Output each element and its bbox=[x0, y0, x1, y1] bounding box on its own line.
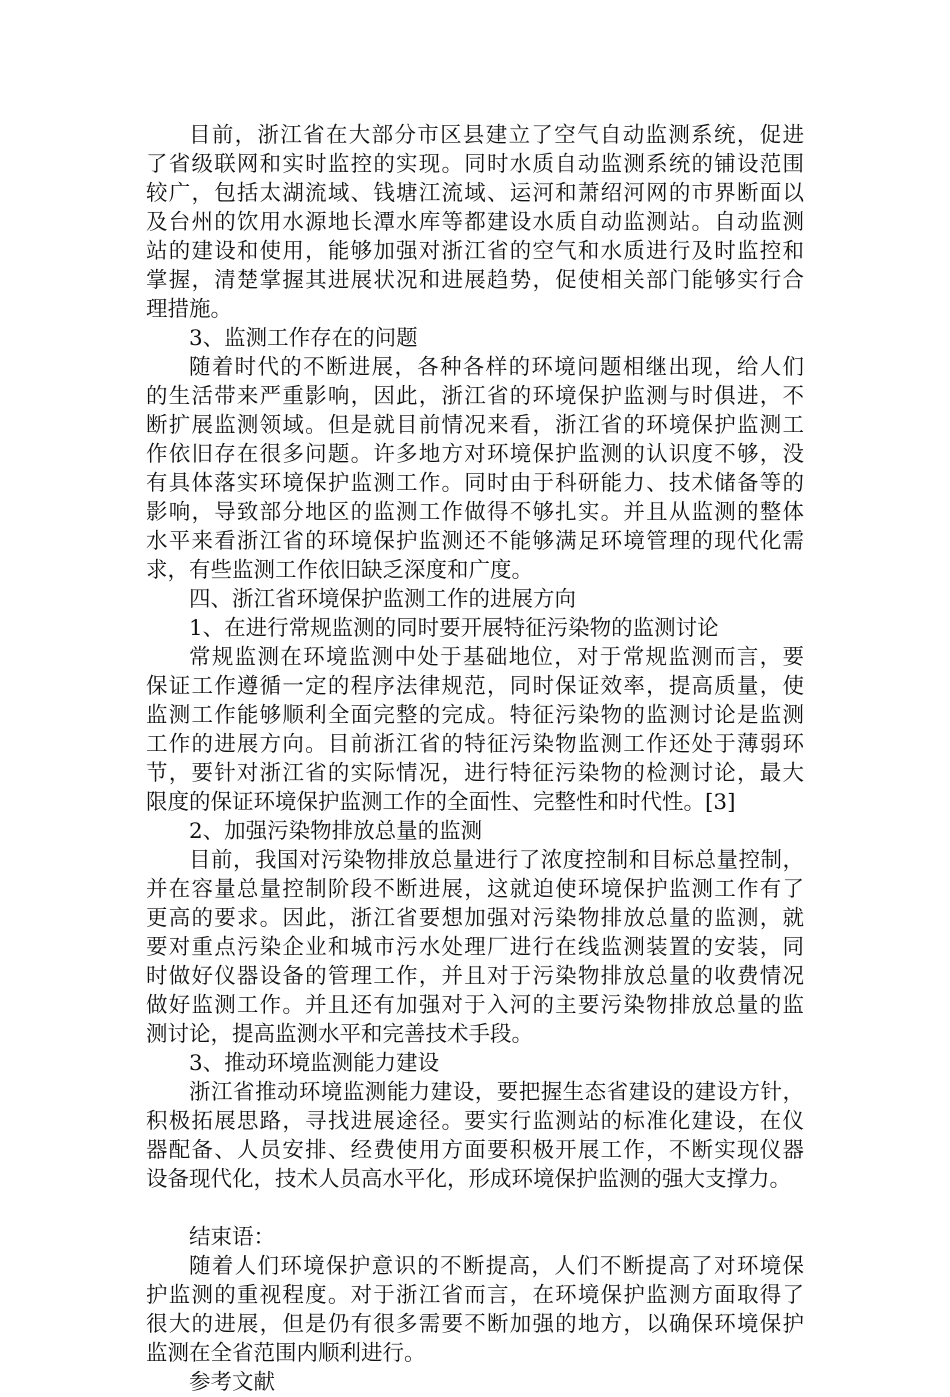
paragraph-emission-total-monitoring bbox=[146, 846, 804, 1049]
subsection-heading: 2、加强污染物排放总量的监测 bbox=[189, 819, 483, 844]
text-line: 断扩展监测领域。但是就目前情况来看，浙江省的环境保护监测工 bbox=[146, 413, 804, 438]
text-line: 限度的保证环境保护监测工作的全面性、完整性和时代性。[3] bbox=[146, 790, 736, 815]
text-line: 要对重点污染企业和城市污水处理厂进行在线监测装置的安装，同 bbox=[146, 935, 804, 960]
paragraph-air-water-monitoring bbox=[146, 121, 804, 324]
text-line: 较广，包括太湖流域、钱塘江流域、运河和萧绍河网的市界断面以 bbox=[146, 181, 804, 206]
text-line: 影响，导致部分地区的监测工作做得不够扎实。并且从监测的整体 bbox=[146, 500, 804, 525]
text-line: 监测在全省范围内顺利进行。 bbox=[146, 1341, 426, 1366]
text-line: 掌握，清楚掌握其进展状况和进展趋势，促使相关部门能够实行合 bbox=[146, 268, 804, 293]
text-line: 了省级联网和实时监控的实现。同时水质自动监测系统的铺设范围 bbox=[146, 152, 804, 177]
text-line: 积极拓展思路，寻找进展途径。要实行监测站的标准化建设，在仪 bbox=[146, 1109, 804, 1134]
section-heading: 3、监测工作存在的问题 bbox=[189, 326, 418, 351]
text-line: 很大的进展，但是仍有很多需要不断加强的地方，以确保环境保护 bbox=[146, 1312, 804, 1337]
text-line: 求，有些监测工作依旧缺乏深度和广度。 bbox=[146, 558, 534, 583]
text-line: 护监测的重视程度。对于浙江省而言，在环境保护监测方面取得了 bbox=[146, 1283, 804, 1308]
text-line: 时做好仪器设备的管理工作，并且对于污染物排放总量的收费情况 bbox=[146, 964, 804, 989]
text-line: 的生活带来严重影响，因此，浙江省的环境保护监测与时俱进，不 bbox=[146, 384, 804, 409]
paragraph-conclusion bbox=[146, 1252, 804, 1368]
text-line: 设备现代化，技术人员高水平化，形成环境保护监测的强大支撑力。 bbox=[146, 1167, 792, 1192]
text-line: 更高的要求。因此，浙江省要想加强对污染物排放总量的监测，就 bbox=[146, 906, 804, 931]
blank-line bbox=[146, 1194, 804, 1223]
section-heading: 四、浙江省环境保护监测工作的进展方向 bbox=[189, 587, 577, 612]
text-line: 理措施。 bbox=[146, 297, 233, 322]
text-line: 有具体落实环境保护监测工作。同时由于科研能力、技术储备等的 bbox=[146, 471, 804, 496]
paragraph-monitoring-problems bbox=[146, 353, 804, 585]
text-line: 工作的进展方向。目前浙江省的特征污染物监测工作还处于薄弱环 bbox=[146, 732, 804, 757]
references-heading: 参考文献 bbox=[189, 1370, 276, 1395]
subsection-heading: 3、推动环境监测能力建设 bbox=[189, 1051, 440, 1076]
paragraph-capacity-building bbox=[146, 1078, 804, 1194]
text-line: 保证工作遵循一定的程序法律规范，同时保证效率，提高质量，使 bbox=[146, 674, 804, 699]
text-line: 随着时代的不断进展，各种各样的环境问题相继出现，给人们 bbox=[189, 355, 804, 380]
text-line: 目前，浙江省在大部分市区县建立了空气自动监测系统，促进 bbox=[189, 123, 804, 148]
text-line: 站的建设和使用，能够加强对浙江省的空气和水质进行及时监控和 bbox=[146, 239, 804, 264]
paragraph-routine-monitoring bbox=[146, 643, 804, 817]
text-line: 随着人们环境保护意识的不断提高，人们不断提高了对环境保 bbox=[189, 1254, 804, 1279]
text-line: 做好监测工作。并且还有加强对于入河的主要污染物排放总量的监 bbox=[146, 993, 804, 1018]
text-line: 作依旧存在很多问题。许多地方对环境保护监测的认识度不够，没 bbox=[146, 442, 804, 467]
text-line: 测讨论，提高监测水平和完善技术手段。 bbox=[146, 1022, 534, 1047]
text-line: 监测工作能够顺利全面完整的完成。特征污染物的监测讨论是监测 bbox=[146, 703, 804, 728]
subsection-heading: 1、在进行常规监测的同时要开展特征污染物的监测讨论 bbox=[189, 616, 719, 641]
text-line: 目前，我国对污染物排放总量进行了浓度控制和目标总量控制， bbox=[189, 848, 804, 873]
text-line: 节，要针对浙江省的实际情况，进行特征污染物的检测讨论，最大 bbox=[146, 761, 804, 786]
text-line: 浙江省推动环境监测能力建设，要把握生态省建设的建设方针， bbox=[189, 1080, 804, 1105]
text-line: 器配备、人员安排、经费使用方面要积极开展工作，不断实现仪器 bbox=[146, 1138, 804, 1163]
text-line: 常规监测在环境监测中处于基础地位，对于常规监测而言，要 bbox=[189, 645, 804, 670]
text-line: 及台州的饮用水源地长潭水库等都建设水质自动监测站。自动监测 bbox=[146, 210, 804, 235]
conclusion-heading: 结束语： bbox=[189, 1225, 276, 1250]
text-line: 并在容量总量控制阶段不断进展，这就迫使环境保护监测工作有了 bbox=[146, 877, 804, 902]
text-line: 水平来看浙江省的环境保护监测还不能够满足环境管理的现代化需 bbox=[146, 529, 804, 554]
document-page bbox=[146, 121, 804, 1397]
